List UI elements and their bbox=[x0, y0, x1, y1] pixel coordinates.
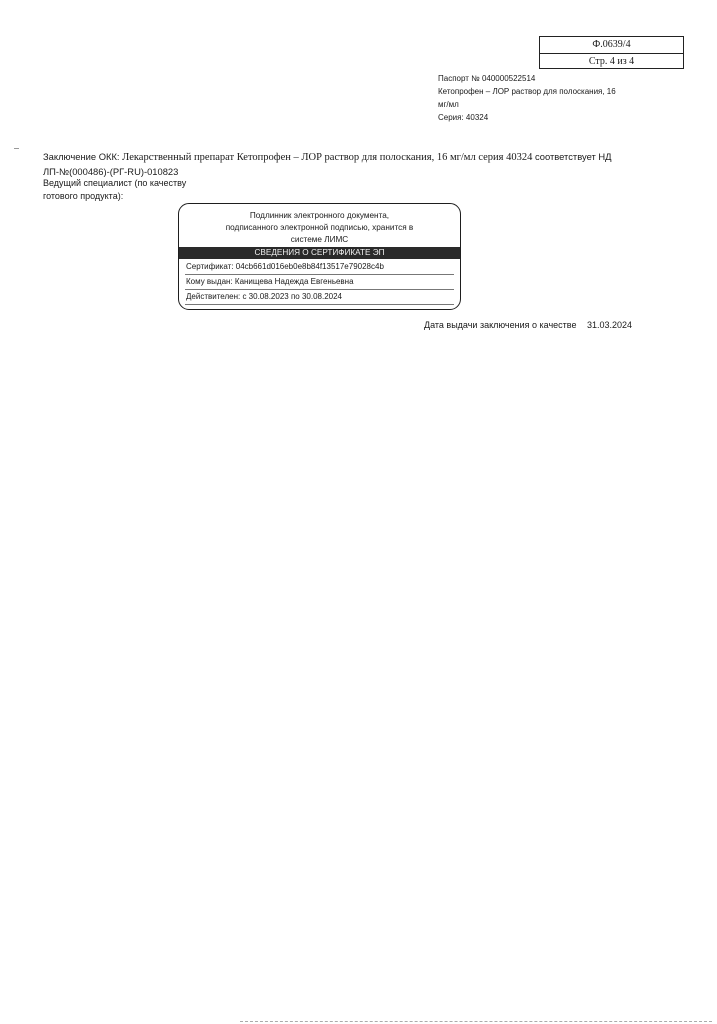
issue-date-value: 31.03.2024 bbox=[586, 320, 633, 330]
stamp-validity: Действителен: с 30.08.2023 по 30.08.2024 bbox=[179, 291, 460, 306]
regulatory-document-number: ЛП-№(000486)-(РГ-RU)-010823 bbox=[43, 165, 179, 177]
qc-conclusion bbox=[43, 150, 613, 178]
stamp-notice-line1: Подлинник электронного документа, bbox=[249, 211, 390, 220]
form-code-box bbox=[539, 36, 684, 69]
stamp-notice-line3: системе ЛИМС bbox=[290, 235, 349, 244]
passport-info bbox=[438, 72, 628, 124]
specialist-line1: Ведущий специалист (по качеству bbox=[43, 178, 187, 188]
issue-date-label: Дата выдачи заключения о качестве bbox=[424, 320, 577, 330]
product-name-line2: мг/мл bbox=[438, 100, 459, 109]
conclusion-label: Заключение ОКК: bbox=[43, 151, 120, 162]
scan-edge-line bbox=[240, 1021, 712, 1022]
product-name-line1: Кетопрофен – ЛОР раствор для полоскания, 16 bbox=[438, 87, 616, 96]
stamp-certificate-serial: Сертификат: 04cb661d016eb0e8b84f13517e79028c4b bbox=[179, 259, 460, 276]
passport-number: Паспорт № 040000522514 bbox=[438, 74, 536, 83]
lead-specialist bbox=[43, 177, 203, 202]
stamp-original-notice bbox=[179, 204, 460, 246]
stamp-notice-line2: подписанного электронной подписью, хранится в bbox=[225, 223, 414, 232]
stamp-issued-to: Кому выдан: Канищева Надежда Евгеньевна bbox=[179, 276, 460, 291]
form-code: Ф.0639/4 bbox=[592, 39, 631, 50]
electronic-signature-stamp bbox=[178, 203, 461, 310]
scan-mark bbox=[14, 148, 19, 149]
issue-date bbox=[424, 320, 632, 330]
conclusion-complies: соответствует НД bbox=[534, 151, 612, 162]
specialist-line2: готового продукта): bbox=[43, 190, 124, 201]
stamp-certificate-header: СВЕДЕНИЯ О СЕРТИФИКАТЕ ЭП bbox=[179, 247, 460, 259]
page-number: Стр. 4 из 4 bbox=[540, 53, 683, 70]
series-number: Серия: 40324 bbox=[438, 113, 489, 122]
conclusion-text: Лекарственный препарат Кетопрофен – ЛОР раствор для полоскания, 16 мг/мл серия 40324 bbox=[122, 152, 533, 163]
